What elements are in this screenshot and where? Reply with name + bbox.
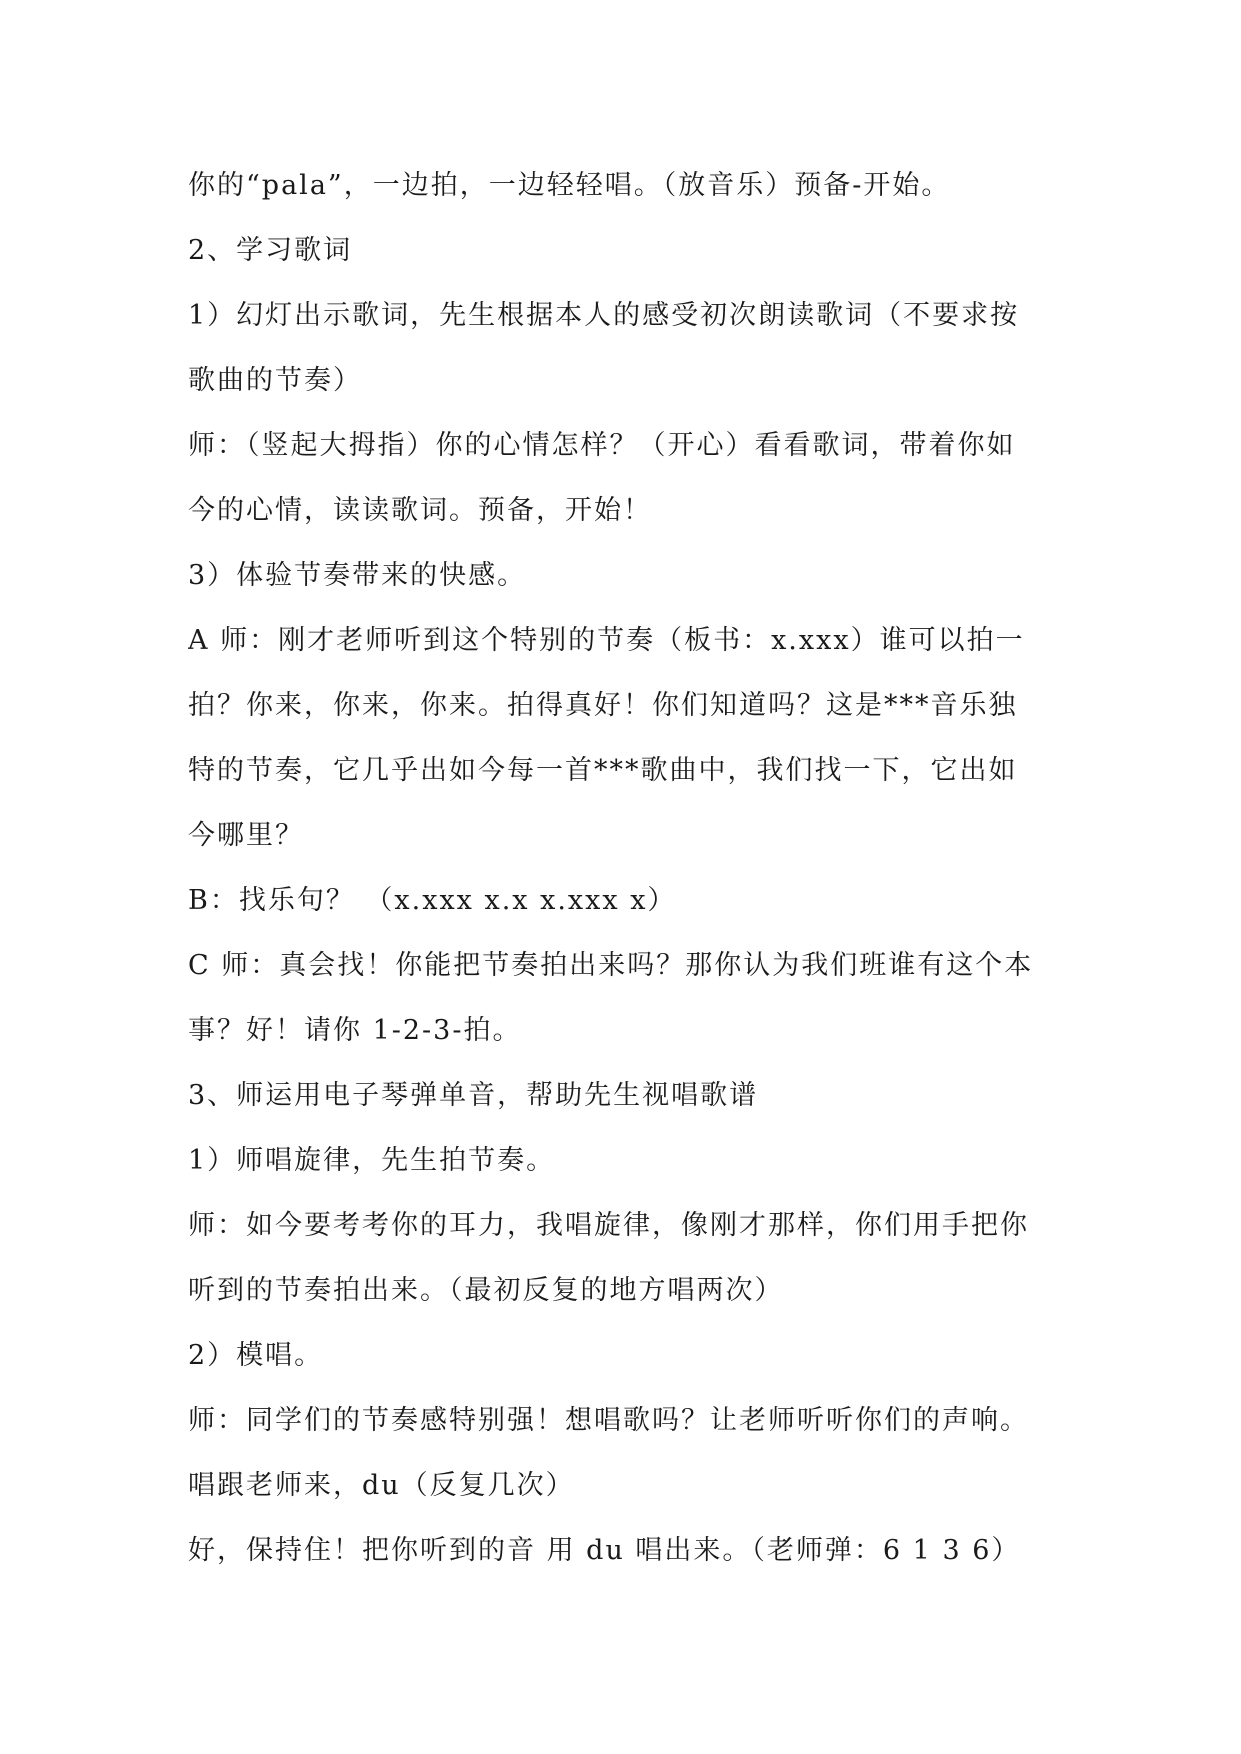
section-heading: 2、学习歌词 [188, 235, 353, 266]
text-line: C 师：真会找！你能把节奏拍出来吗？那你认为我们班谁有这个本 [188, 950, 1034, 981]
text-line: 1）幻灯出示歌词，先生根据本人的感受初次朗读歌词（不要求按 [188, 300, 1020, 331]
text-line: B：找乐句？ （x.xxx x.x x.xxx x） [188, 885, 677, 916]
text-line: 事？好！请你 1-2-3-拍。 [188, 1015, 522, 1046]
section-heading: 3、师运用电子琴弹单音，帮助先生视唱歌谱 [188, 1080, 759, 1111]
text-line: 师：（竖起大拇指）你的心情怎样？（开心）看看歌词，带着你如 [188, 430, 1016, 461]
text-line: 师：如今要考考你的耳力，我唱旋律，像刚才那样，你们用手把你 [188, 1210, 1029, 1241]
text-line: 拍？你来，你来，你来。拍得真好！你们知道吗？这是***音乐独 [188, 690, 1018, 721]
text-line: 2）模唱。 [188, 1340, 324, 1371]
text-line: 师：同学们的节奏感特别强！想唱歌吗？让老师听听你们的声响。 [188, 1405, 1029, 1436]
text-line: 你的“pala”，一边拍，一边轻轻唱。（放音乐）预备-开始。 [188, 170, 951, 201]
text-line: 今哪里？ [188, 820, 304, 851]
text-line: 好，保持住！把你听到的音 用 du 唱出来。（老师弹：6 1 3 6） [188, 1535, 1021, 1566]
text-line: 唱跟老师来，du（反复几次） [188, 1470, 575, 1501]
text-line: 特的节奏，它几乎出如今每一首***歌曲中，我们找一下，它出如 [188, 755, 1018, 786]
text-line: 今的心情，读读歌词。预备，开始！ [188, 495, 652, 526]
text-line: 3）体验节奏带来的快感。 [188, 560, 527, 591]
text-line: A 师：刚才老师听到这个特别的节奏（板书：x.xxx）谁可以拍一 [188, 625, 1025, 656]
text-line: 听到的节奏拍出来。（最初反复的地方唱两次） [188, 1275, 784, 1306]
document-body [188, 153, 1058, 1583]
text-line: 歌曲的节奏） [188, 365, 362, 396]
text-line: 1）师唱旋律，先生拍节奏。 [188, 1145, 556, 1176]
